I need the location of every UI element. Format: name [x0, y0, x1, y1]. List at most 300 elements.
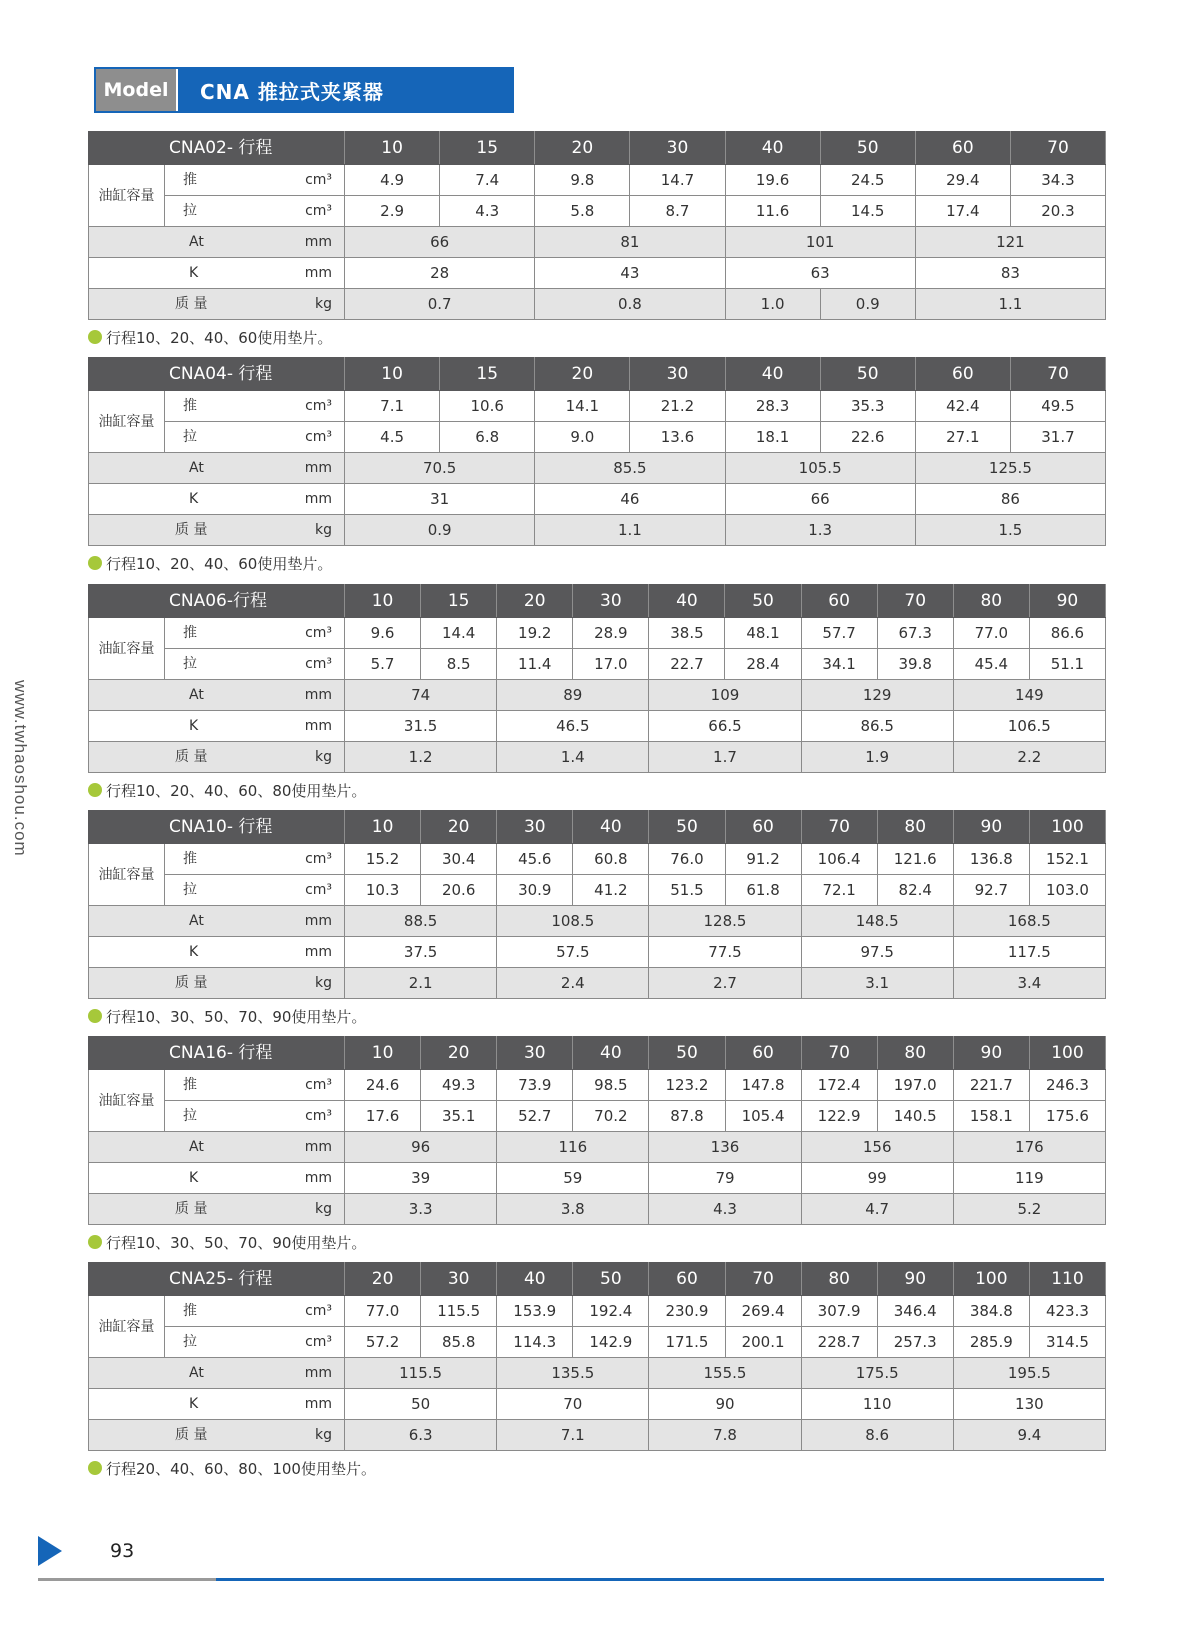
- k-value-cell: 28: [345, 258, 535, 289]
- unit-kg: kg: [265, 1420, 345, 1451]
- k-value-cell: 70: [497, 1389, 649, 1420]
- stroke-header-cell: 20: [421, 1037, 497, 1070]
- mass-value-cell: 2.4: [497, 968, 649, 999]
- push-value-cell: 221.7: [953, 1070, 1029, 1101]
- unit-mm: mm: [265, 227, 345, 258]
- mass-value-cell: 2.7: [649, 968, 801, 999]
- unit-mm: mm: [265, 484, 345, 515]
- push-value-cell: 42.4: [915, 391, 1010, 422]
- unit-mm: mm: [265, 937, 345, 968]
- pull-value-cell: 8.5: [421, 649, 497, 680]
- k-value-cell: 119: [953, 1163, 1105, 1194]
- stroke-header-cell: 20: [497, 585, 573, 618]
- at-value-cell: 85.5: [535, 453, 725, 484]
- k-label: K: [89, 937, 265, 968]
- k-value-cell: 37.5: [345, 937, 497, 968]
- stroke-header-cell: 60: [915, 358, 1010, 391]
- push-value-cell: 35.3: [820, 391, 915, 422]
- table-note: [88, 552, 1105, 574]
- pull-value-cell: 22.6: [820, 422, 915, 453]
- unit-kg: kg: [265, 515, 345, 546]
- cylinder-capacity-label: 油缸容量: [89, 1296, 165, 1358]
- pull-value-cell: 158.1: [953, 1101, 1029, 1132]
- pull-value-cell: 314.5: [1029, 1327, 1105, 1358]
- stroke-header-cell: 15: [440, 358, 535, 391]
- mass-value-cell: 0.9: [820, 289, 915, 320]
- mass-row: [89, 1194, 1106, 1225]
- push-value-cell: 172.4: [801, 1070, 877, 1101]
- pull-value-cell: 34.1: [801, 649, 877, 680]
- push-value-cell: 197.0: [877, 1070, 953, 1101]
- model-stroke-header: CNA02- 行程: [89, 132, 345, 165]
- pull-value-cell: 105.4: [725, 1101, 801, 1132]
- spec-block: [88, 131, 1105, 348]
- unit-cm3: cm³: [265, 1101, 345, 1132]
- pull-value-cell: 14.5: [820, 196, 915, 227]
- side-url: www.twhaoshou.com: [11, 680, 30, 857]
- at-row: [89, 227, 1106, 258]
- unit-cm3: cm³: [265, 875, 345, 906]
- bullet-dot-icon: [88, 330, 102, 344]
- pull-value-cell: 4.3: [440, 196, 535, 227]
- k-value-cell: 31: [345, 484, 535, 515]
- unit-cm3: cm³: [265, 196, 345, 227]
- push-value-cell: 384.8: [953, 1296, 1029, 1327]
- at-value-cell: 81: [535, 227, 725, 258]
- at-row: [89, 906, 1106, 937]
- push-value-cell: 269.4: [725, 1296, 801, 1327]
- cylinder-capacity-label: 油缸容量: [89, 618, 165, 680]
- pull-value-cell: 8.7: [630, 196, 725, 227]
- stroke-header-cell: 10: [345, 132, 440, 165]
- mass-value-cell: 1.9: [801, 742, 953, 773]
- at-value-cell: 155.5: [649, 1358, 801, 1389]
- mass-label: 质 量: [89, 289, 265, 320]
- mass-value-cell: 1.7: [649, 742, 801, 773]
- pull-label: 拉: [165, 1101, 265, 1132]
- mass-value-cell: 4.7: [801, 1194, 953, 1225]
- push-value-cell: 28.9: [573, 618, 649, 649]
- unit-cm3: cm³: [265, 1070, 345, 1101]
- mass-row: [89, 968, 1106, 999]
- pull-value-cell: 257.3: [877, 1327, 953, 1358]
- stroke-header-cell: 80: [801, 1263, 877, 1296]
- at-row: [89, 453, 1106, 484]
- push-value-cell: 34.3: [1010, 165, 1105, 196]
- pull-value-cell: 72.1: [801, 875, 877, 906]
- push-row: [89, 1296, 1106, 1327]
- at-value-cell: 195.5: [953, 1358, 1105, 1389]
- push-value-cell: 123.2: [649, 1070, 725, 1101]
- push-value-cell: 152.1: [1029, 844, 1105, 875]
- pull-label: 拉: [165, 196, 265, 227]
- pull-value-cell: 22.7: [649, 649, 725, 680]
- stroke-header-cell: 20: [535, 358, 630, 391]
- push-row: [89, 391, 1106, 422]
- pull-label: 拉: [165, 422, 265, 453]
- push-row: [89, 165, 1106, 196]
- cylinder-capacity-label: 油缸容量: [89, 391, 165, 453]
- unit-kg: kg: [265, 742, 345, 773]
- at-value-cell: 135.5: [497, 1358, 649, 1389]
- pull-value-cell: 200.1: [725, 1327, 801, 1358]
- pull-value-cell: 20.3: [1010, 196, 1105, 227]
- at-label: At: [89, 906, 265, 937]
- mass-value-cell: 0.8: [535, 289, 725, 320]
- stroke-header-cell: 60: [649, 1263, 725, 1296]
- mass-value-cell: 7.8: [649, 1420, 801, 1451]
- push-value-cell: 19.2: [497, 618, 573, 649]
- spec-block: [88, 810, 1105, 1027]
- stroke-header-cell: 110: [1029, 1263, 1105, 1296]
- at-value-cell: 88.5: [345, 906, 497, 937]
- push-row: [89, 844, 1106, 875]
- mass-value-cell: 1.1: [915, 289, 1105, 320]
- mass-value-cell: 1.5: [915, 515, 1105, 546]
- push-value-cell: 14.7: [630, 165, 725, 196]
- push-label: 推: [165, 1296, 265, 1327]
- stroke-header-cell: 80: [877, 811, 953, 844]
- pull-value-cell: 35.1: [421, 1101, 497, 1132]
- k-label: K: [89, 258, 265, 289]
- note-text: 行程10、20、40、60使用垫片。: [106, 554, 333, 573]
- pull-value-cell: 175.6: [1029, 1101, 1105, 1132]
- table-header-row: [89, 585, 1106, 618]
- model-stroke-header: CNA06-行程: [89, 585, 345, 618]
- pull-row: [89, 1327, 1106, 1358]
- unit-cm3: cm³: [265, 165, 345, 196]
- stroke-header-cell: 100: [1029, 811, 1105, 844]
- pull-value-cell: 92.7: [953, 875, 1029, 906]
- at-label: At: [89, 680, 265, 711]
- k-row: [89, 484, 1106, 515]
- table-note: [88, 779, 1105, 801]
- k-value-cell: 110: [801, 1389, 953, 1420]
- stroke-header-cell: 50: [649, 1037, 725, 1070]
- k-value-cell: 31.5: [345, 711, 497, 742]
- push-value-cell: 77.0: [953, 618, 1029, 649]
- k-value-cell: 59: [497, 1163, 649, 1194]
- stroke-header-cell: 50: [725, 585, 801, 618]
- at-value-cell: 136: [649, 1132, 801, 1163]
- at-label: At: [89, 1358, 265, 1389]
- at-value-cell: 148.5: [801, 906, 953, 937]
- mass-row: [89, 742, 1106, 773]
- at-value-cell: 149: [953, 680, 1105, 711]
- stroke-header-cell: 70: [801, 1037, 877, 1070]
- bullet-dot-icon: [88, 1461, 102, 1475]
- mass-value-cell: 9.4: [953, 1420, 1105, 1451]
- push-value-cell: 121.6: [877, 844, 953, 875]
- k-value-cell: 63: [725, 258, 915, 289]
- stroke-header-cell: 50: [820, 358, 915, 391]
- pull-value-cell: 122.9: [801, 1101, 877, 1132]
- at-value-cell: 125.5: [915, 453, 1105, 484]
- k-row: [89, 258, 1106, 289]
- k-value-cell: 130: [953, 1389, 1105, 1420]
- pull-value-cell: 41.2: [573, 875, 649, 906]
- push-value-cell: 67.3: [877, 618, 953, 649]
- pull-label: 拉: [165, 1327, 265, 1358]
- mass-value-cell: 0.9: [345, 515, 535, 546]
- mass-value-cell: 6.3: [345, 1420, 497, 1451]
- at-label: At: [89, 453, 265, 484]
- stroke-header-cell: 20: [421, 811, 497, 844]
- push-value-cell: 9.6: [345, 618, 421, 649]
- spec-block: [88, 357, 1105, 574]
- pull-row: [89, 875, 1106, 906]
- table-header-row: [89, 358, 1106, 391]
- k-value-cell: 43: [535, 258, 725, 289]
- mass-value-cell: 1.2: [345, 742, 497, 773]
- k-value-cell: 106.5: [953, 711, 1105, 742]
- cylinder-capacity-label: 油缸容量: [89, 165, 165, 227]
- k-value-cell: 57.5: [497, 937, 649, 968]
- stroke-header-cell: 30: [573, 585, 649, 618]
- pull-value-cell: 5.7: [345, 649, 421, 680]
- k-label: K: [89, 1389, 265, 1420]
- spec-block: [88, 584, 1105, 801]
- mass-value-cell: 0.7: [345, 289, 535, 320]
- push-value-cell: 14.4: [421, 618, 497, 649]
- k-value-cell: 50: [345, 1389, 497, 1420]
- pull-value-cell: 85.8: [421, 1327, 497, 1358]
- k-label: K: [89, 1163, 265, 1194]
- pull-row: [89, 196, 1106, 227]
- push-value-cell: 147.8: [725, 1070, 801, 1101]
- at-value-cell: 156: [801, 1132, 953, 1163]
- pull-value-cell: 2.9: [345, 196, 440, 227]
- k-value-cell: 86: [915, 484, 1105, 515]
- table-header-row: [89, 132, 1106, 165]
- stroke-header-cell: 30: [630, 358, 725, 391]
- mass-value-cell: 3.3: [345, 1194, 497, 1225]
- k-value-cell: 77.5: [649, 937, 801, 968]
- spec-table: [88, 810, 1106, 999]
- push-value-cell: 76.0: [649, 844, 725, 875]
- pull-label: 拉: [165, 875, 265, 906]
- pull-value-cell: 6.8: [440, 422, 535, 453]
- unit-mm: mm: [265, 1132, 345, 1163]
- pull-value-cell: 61.8: [725, 875, 801, 906]
- pull-value-cell: 142.9: [573, 1327, 649, 1358]
- spec-table: [88, 131, 1106, 320]
- pull-value-cell: 31.7: [1010, 422, 1105, 453]
- push-value-cell: 77.0: [345, 1296, 421, 1327]
- stroke-header-cell: 50: [573, 1263, 649, 1296]
- unit-mm: mm: [265, 1163, 345, 1194]
- push-value-cell: 29.4: [915, 165, 1010, 196]
- mass-value-cell: 3.8: [497, 1194, 649, 1225]
- push-label: 推: [165, 1070, 265, 1101]
- k-value-cell: 117.5: [953, 937, 1105, 968]
- pull-value-cell: 27.1: [915, 422, 1010, 453]
- unit-mm: mm: [265, 906, 345, 937]
- pull-value-cell: 10.3: [345, 875, 421, 906]
- stroke-header-cell: 60: [801, 585, 877, 618]
- model-label: Model: [96, 69, 178, 111]
- stroke-header-cell: 20: [345, 1263, 421, 1296]
- at-value-cell: 175.5: [801, 1358, 953, 1389]
- at-value-cell: 96: [345, 1132, 497, 1163]
- pull-label: 拉: [165, 649, 265, 680]
- mass-value-cell: 1.4: [497, 742, 649, 773]
- push-value-cell: 423.3: [1029, 1296, 1105, 1327]
- at-value-cell: 121: [915, 227, 1105, 258]
- mass-value-cell: 3.1: [801, 968, 953, 999]
- at-label: At: [89, 227, 265, 258]
- mass-value-cell: 4.3: [649, 1194, 801, 1225]
- k-value-cell: 46: [535, 484, 725, 515]
- k-value-cell: 86.5: [801, 711, 953, 742]
- at-label: At: [89, 1132, 265, 1163]
- push-value-cell: 86.6: [1029, 618, 1105, 649]
- stroke-header-cell: 70: [1010, 358, 1105, 391]
- at-value-cell: 129: [801, 680, 953, 711]
- model-stroke-header: CNA25- 行程: [89, 1263, 345, 1296]
- stroke-header-cell: 20: [535, 132, 630, 165]
- stroke-header-cell: 30: [630, 132, 725, 165]
- push-value-cell: 24.6: [345, 1070, 421, 1101]
- push-label: 推: [165, 165, 265, 196]
- push-value-cell: 106.4: [801, 844, 877, 875]
- mass-value-cell: 2.2: [953, 742, 1105, 773]
- at-value-cell: 66: [345, 227, 535, 258]
- push-value-cell: 192.4: [573, 1296, 649, 1327]
- pull-value-cell: 13.6: [630, 422, 725, 453]
- mass-value-cell: 1.0: [725, 289, 820, 320]
- push-value-cell: 48.1: [725, 618, 801, 649]
- push-label: 推: [165, 844, 265, 875]
- k-value-cell: 46.5: [497, 711, 649, 742]
- stroke-header-cell: 70: [1010, 132, 1105, 165]
- mass-row: [89, 515, 1106, 546]
- stroke-header-cell: 100: [953, 1263, 1029, 1296]
- push-value-cell: 24.5: [820, 165, 915, 196]
- push-value-cell: 7.1: [345, 391, 440, 422]
- at-value-cell: 168.5: [953, 906, 1105, 937]
- bullet-dot-icon: [88, 783, 102, 797]
- unit-cm3: cm³: [265, 422, 345, 453]
- stroke-header-cell: 90: [953, 811, 1029, 844]
- spec-table: [88, 584, 1106, 773]
- pull-value-cell: 4.5: [345, 422, 440, 453]
- k-row: [89, 937, 1106, 968]
- table-note: [88, 1005, 1105, 1027]
- mass-value-cell: 2.1: [345, 968, 497, 999]
- push-value-cell: 60.8: [573, 844, 649, 875]
- push-value-cell: 307.9: [801, 1296, 877, 1327]
- footer-divider-gray: [38, 1578, 216, 1581]
- mass-row: [89, 289, 1106, 320]
- stroke-header-cell: 30: [421, 1263, 497, 1296]
- mass-row: [89, 1420, 1106, 1451]
- unit-cm3: cm³: [265, 391, 345, 422]
- stroke-header-cell: 40: [725, 132, 820, 165]
- mass-label: 质 量: [89, 1420, 265, 1451]
- bullet-dot-icon: [88, 1235, 102, 1249]
- at-value-cell: 89: [497, 680, 649, 711]
- push-value-cell: 19.6: [725, 165, 820, 196]
- unit-mm: mm: [265, 1389, 345, 1420]
- push-value-cell: 49.3: [421, 1070, 497, 1101]
- pull-value-cell: 140.5: [877, 1101, 953, 1132]
- push-value-cell: 45.6: [497, 844, 573, 875]
- push-value-cell: 4.9: [345, 165, 440, 196]
- stroke-header-cell: 60: [915, 132, 1010, 165]
- stroke-header-cell: 60: [725, 811, 801, 844]
- k-value-cell: 99: [801, 1163, 953, 1194]
- push-value-cell: 153.9: [497, 1296, 573, 1327]
- table-header-row: [89, 1263, 1106, 1296]
- pull-value-cell: 45.4: [953, 649, 1029, 680]
- at-value-cell: 116: [497, 1132, 649, 1163]
- pull-value-cell: 9.0: [535, 422, 630, 453]
- pull-row: [89, 1101, 1106, 1132]
- mass-label: 质 量: [89, 968, 265, 999]
- k-value-cell: 66: [725, 484, 915, 515]
- push-row: [89, 1070, 1106, 1101]
- stroke-header-cell: 60: [725, 1037, 801, 1070]
- pull-value-cell: 52.7: [497, 1101, 573, 1132]
- model-stroke-header: CNA16- 行程: [89, 1037, 345, 1070]
- mass-label: 质 量: [89, 1194, 265, 1225]
- stroke-header-cell: 70: [877, 585, 953, 618]
- push-value-cell: 7.4: [440, 165, 535, 196]
- unit-kg: kg: [265, 968, 345, 999]
- stroke-header-cell: 30: [497, 1037, 573, 1070]
- at-row: [89, 1132, 1106, 1163]
- at-value-cell: 128.5: [649, 906, 801, 937]
- push-value-cell: 14.1: [535, 391, 630, 422]
- pull-value-cell: 57.2: [345, 1327, 421, 1358]
- stroke-header-cell: 70: [801, 811, 877, 844]
- push-label: 推: [165, 618, 265, 649]
- pull-value-cell: 103.0: [1029, 875, 1105, 906]
- push-value-cell: 15.2: [345, 844, 421, 875]
- mass-value-cell: 7.1: [497, 1420, 649, 1451]
- k-value-cell: 79: [649, 1163, 801, 1194]
- pull-value-cell: 285.9: [953, 1327, 1029, 1358]
- stroke-header-cell: 10: [345, 811, 421, 844]
- push-value-cell: 91.2: [725, 844, 801, 875]
- pull-row: [89, 422, 1106, 453]
- pull-value-cell: 30.9: [497, 875, 573, 906]
- k-value-cell: 39: [345, 1163, 497, 1194]
- stroke-header-cell: 10: [345, 1037, 421, 1070]
- stroke-header-cell: 90: [953, 1037, 1029, 1070]
- note-text: 行程10、20、40、60使用垫片。: [106, 328, 333, 347]
- stroke-header-cell: 30: [497, 811, 573, 844]
- pull-value-cell: 171.5: [649, 1327, 725, 1358]
- push-value-cell: 98.5: [573, 1070, 649, 1101]
- k-label: K: [89, 484, 265, 515]
- bullet-dot-icon: [88, 1009, 102, 1023]
- page-title: CNA 推拉式夹紧器: [178, 69, 512, 111]
- stroke-header-cell: 50: [820, 132, 915, 165]
- mass-value-cell: 8.6: [801, 1420, 953, 1451]
- pull-value-cell: 228.7: [801, 1327, 877, 1358]
- stroke-header-cell: 40: [725, 358, 820, 391]
- spec-table: [88, 1036, 1106, 1225]
- unit-cm3: cm³: [265, 1296, 345, 1327]
- mass-value-cell: 1.3: [725, 515, 915, 546]
- note-text: 行程10、20、40、60、80使用垫片。: [106, 781, 367, 800]
- pull-value-cell: 17.4: [915, 196, 1010, 227]
- mass-value-cell: 1.1: [535, 515, 725, 546]
- table-header-row: [89, 1037, 1106, 1070]
- stroke-header-cell: 50: [649, 811, 725, 844]
